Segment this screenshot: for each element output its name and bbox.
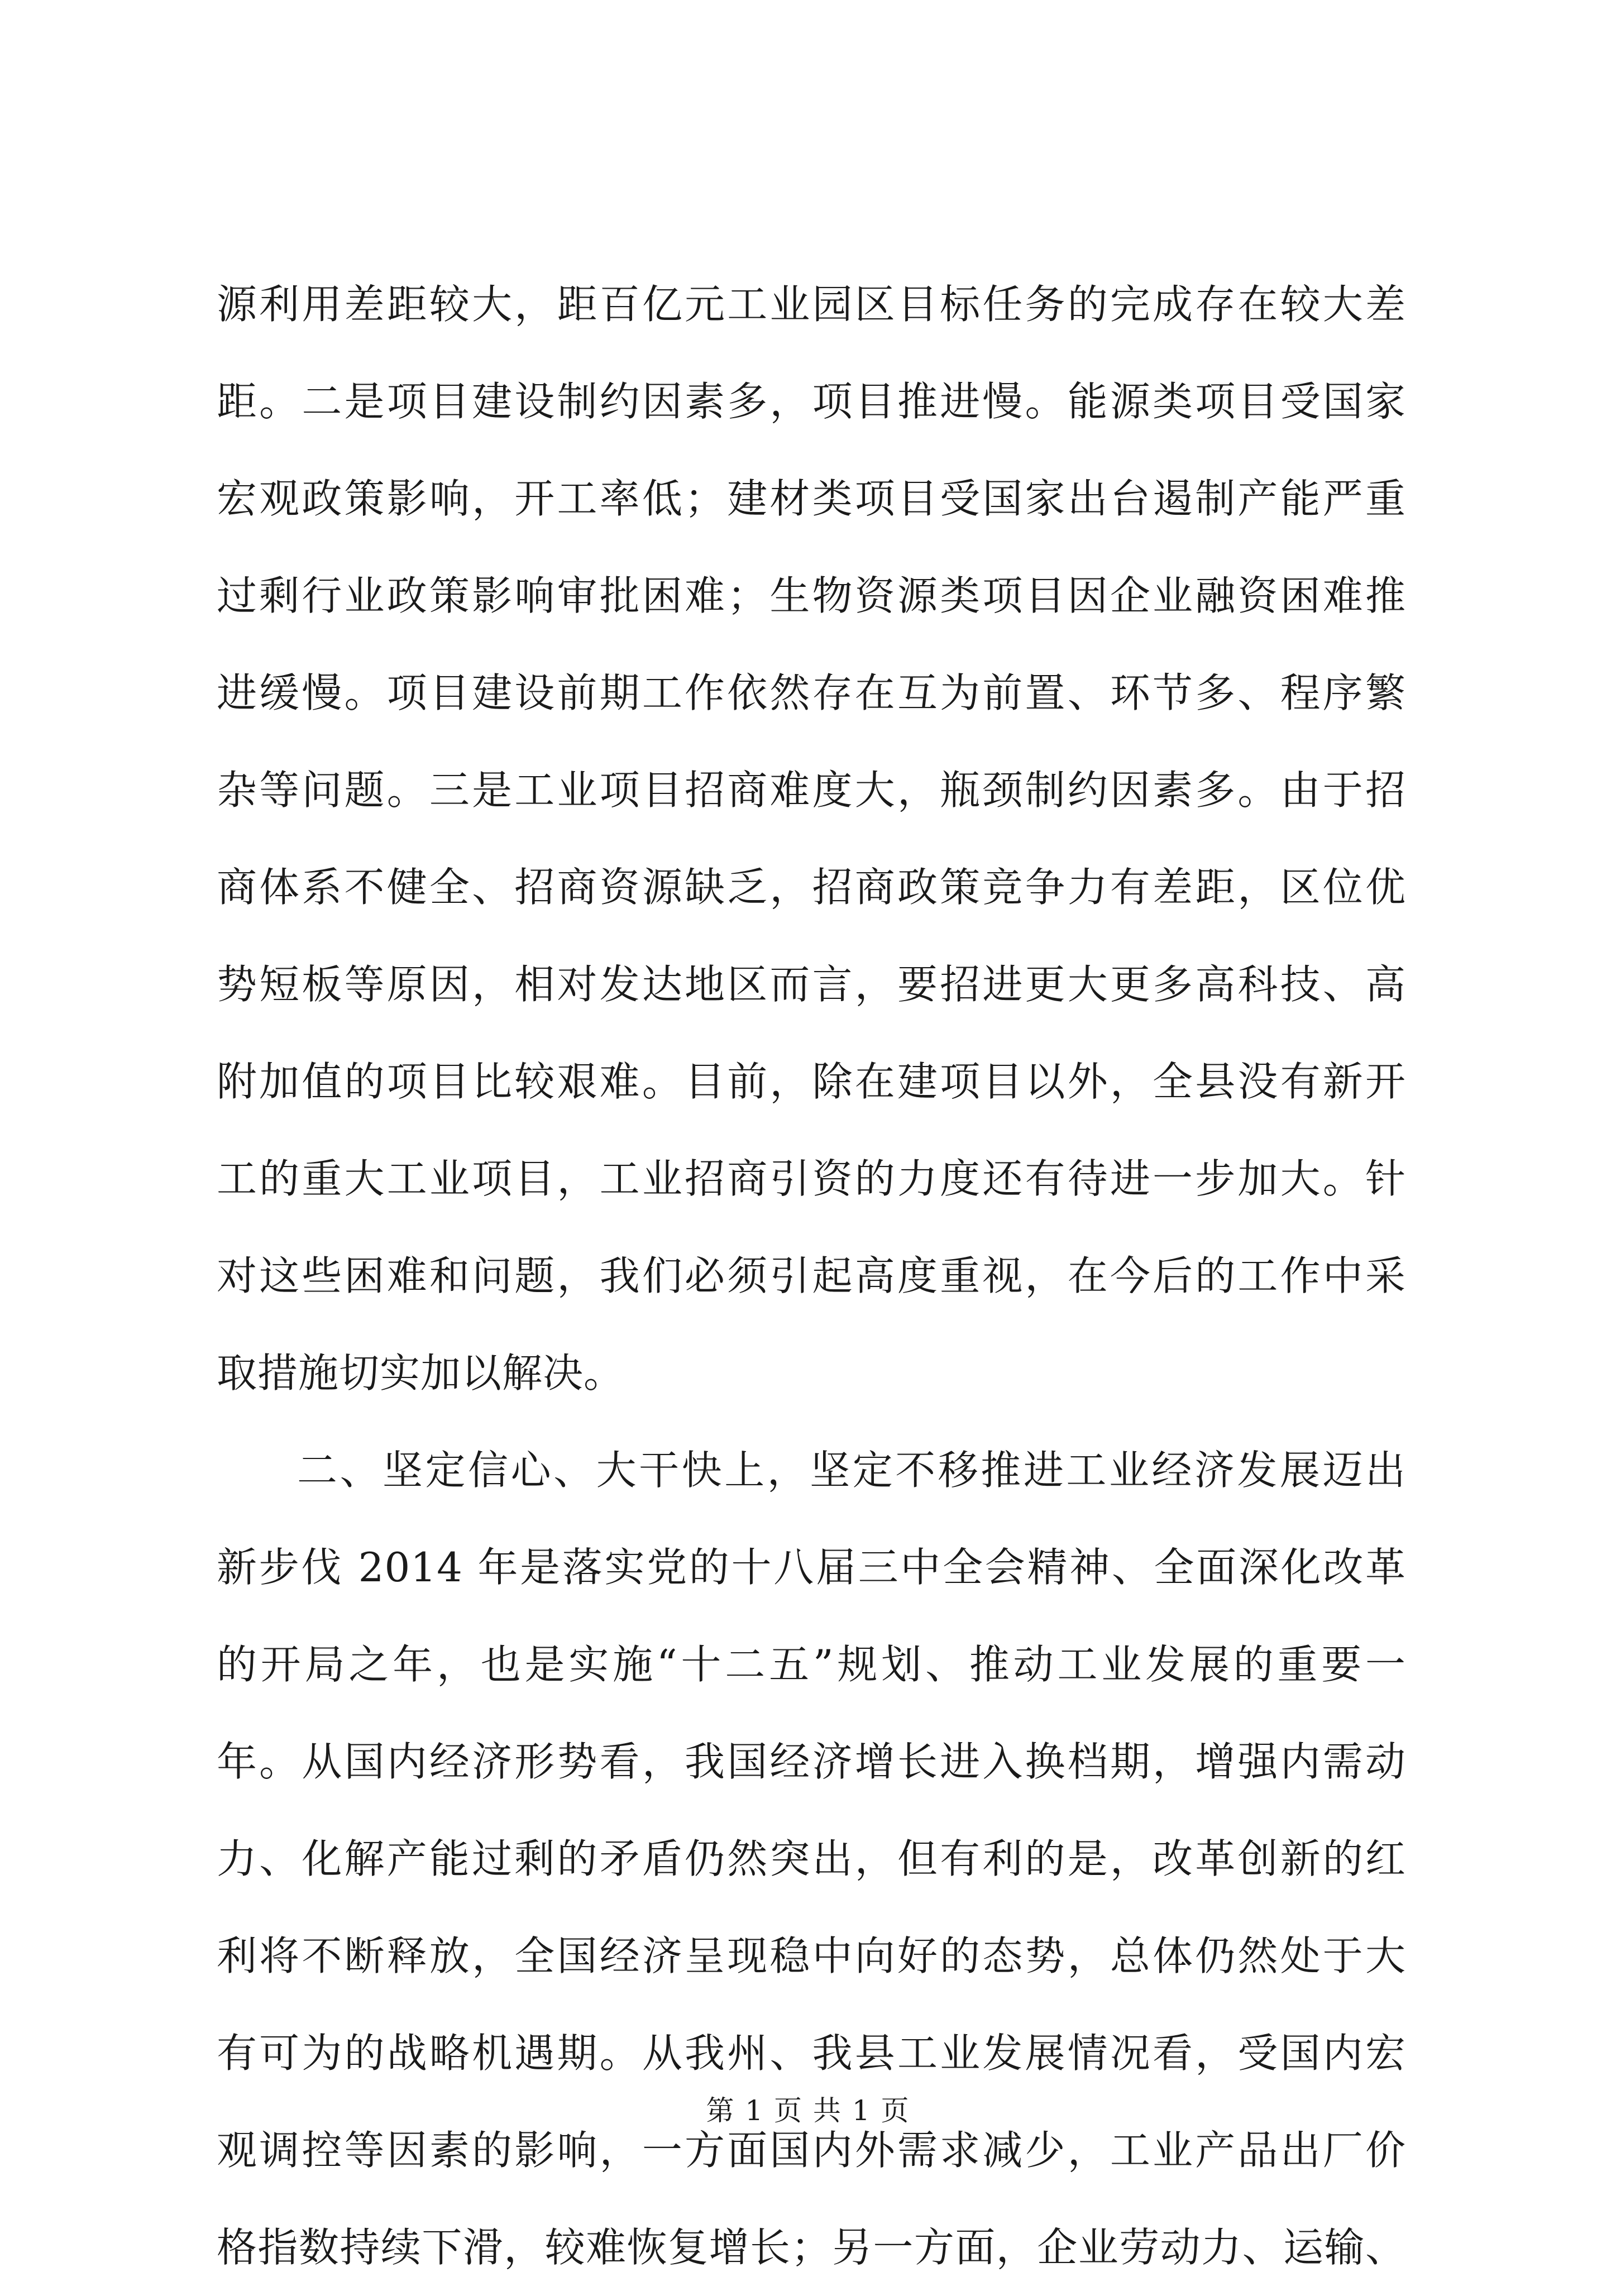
text-line: 杂等问题。三是工业项目招商难度大，瓶颈制约因素多。由于招 <box>217 767 1406 814</box>
text-line: 力、化解产能过剩的矛盾仍然突出，但有利的是，改革创新的红 <box>217 1835 1406 1882</box>
body-text <box>217 256 1406 2296</box>
text-line: 商体系不健全、招商资源缺乏，招商政策竞争力有差距，区位优 <box>217 864 1406 911</box>
text-line: 的开局之年，也是实施“十二五”规划、推动工业发展的重要一 <box>217 1641 1406 1688</box>
text-line: 工的重大工业项目，工业招商引资的力度还有待进一步加大。针 <box>217 1155 1406 1202</box>
text-line: 利将不断释放，全国经济呈现稳中向好的态势，总体仍然处于大 <box>217 1933 1406 1979</box>
paragraph-end-line: 取措施切实加以解决。 <box>217 1350 625 1396</box>
text-line: 观调控等因素的影响，一方面国内外需求减少，工业产品出厂价 <box>217 2127 1406 2174</box>
text-line: 格指数持续下滑，较难恢复增长；另一方面，企业劳动力、运输、 <box>217 2224 1406 2271</box>
text-line: 附加值的项目比较艰难。目前，除在建项目以外，全县没有新开 <box>217 1058 1406 1105</box>
text-line: 距。二是项目建设制约因素多，项目推进慢。能源类项目受国家 <box>217 378 1406 425</box>
text-line: 过剩行业政策影响审批困难；生物资源类项目因企业融资困难推 <box>217 572 1406 619</box>
text-line: 势短板等原因，相对发达地区而言，要招进更大更多高科技、高 <box>217 961 1406 1008</box>
text-line: 新步伐 2014 年是落实党的十八届三中全会精神、全面深化改革 <box>217 1544 1406 1591</box>
text-line: 宏观政策影响，开工率低；建材类项目受国家出台遏制产能严重 <box>217 475 1406 522</box>
page-footer: 第 1 页 共 1 页 <box>706 2094 910 2127</box>
text-line: 源利用差距较大，距百亿元工业园区目标任务的完成存在较大差 <box>217 281 1406 328</box>
text-line: 有可为的战略机遇期。从我州、我县工业发展情况看，受国内宏 <box>217 2030 1406 2077</box>
text-line: 年。从国内经济形势看，我国经济增长进入换档期，增强内需动 <box>217 1738 1406 1785</box>
text-line: 对这些困难和问题，我们必须引起高度重视，在今后的工作中采 <box>217 1252 1406 1299</box>
section-heading-line: 二、坚定信心、大干快上，坚定不移推进工业经济发展迈出 <box>297 1447 1406 1494</box>
text-line: 进缓慢。项目建设前期工作依然存在互为前置、环节多、程序繁 <box>217 669 1406 716</box>
